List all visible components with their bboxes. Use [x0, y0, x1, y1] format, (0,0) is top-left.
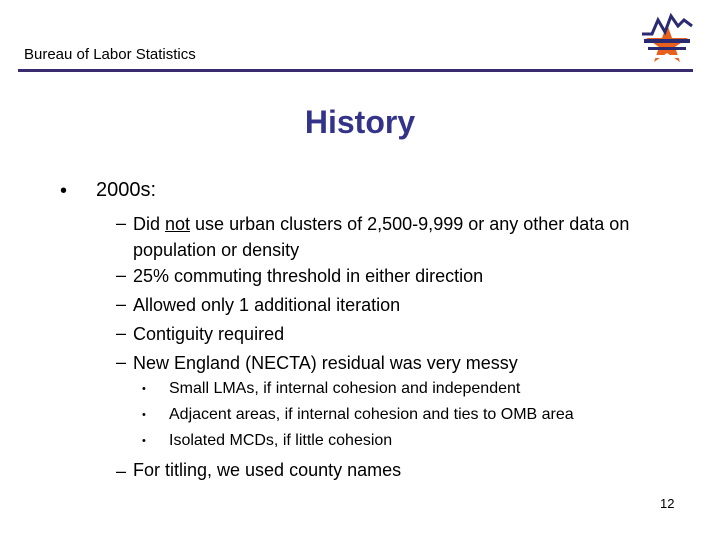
item1-underlined: not [165, 214, 191, 234]
item2-text: 25% commuting threshold in either direction [133, 266, 484, 286]
item3-text: Allowed only 1 additional iteration [133, 295, 401, 315]
logo-stripe-1 [644, 39, 690, 43]
bls-star-logo-icon [638, 12, 696, 70]
item1-pre: Did [133, 214, 166, 234]
item5-text: New England (NECTA) residual was very messy [133, 353, 518, 373]
dash-1: – [116, 213, 127, 233]
logo-stripe-3 [652, 55, 682, 58]
dash-2: – [116, 265, 127, 285]
sub-dot-3: • [142, 435, 146, 447]
sub-dot-1: • [142, 383, 146, 395]
slide-title: History [304, 104, 416, 140]
dash-4: – [116, 323, 127, 343]
item4-text: Contiguity required [133, 324, 285, 344]
dash-3: – [116, 294, 127, 314]
item1-text [133, 211, 693, 263]
level1-text: 2000s: [96, 179, 157, 201]
bullet-glyph: • [60, 180, 68, 202]
sub-dot-2: • [142, 409, 146, 421]
dash-6: – [116, 461, 127, 481]
sub-item-3: Isolated MCDs, if little cohesion [169, 432, 393, 449]
page-number: 12 [660, 496, 675, 511]
header-title: Bureau of Labor Statistics [24, 46, 196, 63]
logo-stripe-2 [648, 47, 686, 50]
item1-post: use urban clusters of 2,500-9,999 or any other data on population or density [133, 214, 630, 260]
dash-5: – [116, 352, 127, 372]
item6-text: For titling, we used county names [133, 460, 402, 480]
sub-item-1: Small LMAs, if internal cohesion and independent [169, 380, 521, 397]
header-rule [18, 69, 693, 72]
sub-item-2: Adjacent areas, if internal cohesion and ties to OMB area [169, 406, 574, 423]
